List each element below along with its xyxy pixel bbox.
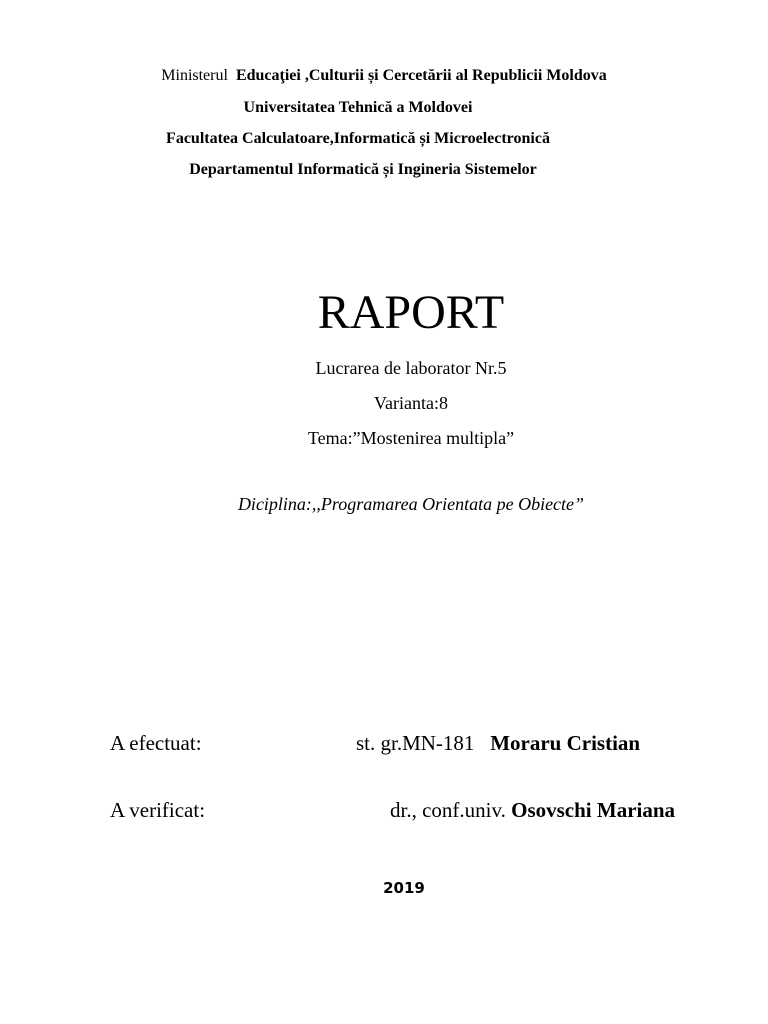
year: 2019 [383, 879, 425, 897]
department-line: Departamentul Informatică și Ingineria Sistemelor [189, 161, 537, 178]
topic-label: Tema [307, 428, 348, 448]
verified-label: A verificat: [110, 798, 206, 822]
performed-label: A efectuat: [110, 731, 202, 755]
teacher-name: Osovschi Mariana [511, 798, 676, 822]
report-title: RAPORT [317, 286, 505, 339]
topic-value: :”Mostenirea multipla” [347, 428, 515, 448]
teacher-title: dr., conf.univ. [390, 798, 506, 822]
verified-detail [390, 798, 675, 823]
discipline-line: Diciplina:,,Programarea Orientata pe Obiecte” [237, 494, 585, 514]
lab-number: Lucrarea de laborator Nr.5 [315, 358, 507, 378]
ministry-prefix: Ministerul [161, 67, 228, 84]
performed-detail [356, 731, 640, 756]
student-name: Moraru Cristian [490, 731, 641, 755]
topic-line [27, 428, 768, 449]
variant: Varianta:8 [374, 393, 448, 413]
ministry-name: Educaţiei ,Culturii și Cercetării al Republicii Moldova [235, 67, 607, 84]
university-line: Universitatea Tehnică a Moldovei [243, 99, 473, 116]
student-group: st. gr.MN-181 [356, 731, 475, 755]
faculty-line: Facultatea Calculatoare,Informatică și Microelectronică [166, 130, 550, 147]
ministry-line [0, 67, 768, 85]
